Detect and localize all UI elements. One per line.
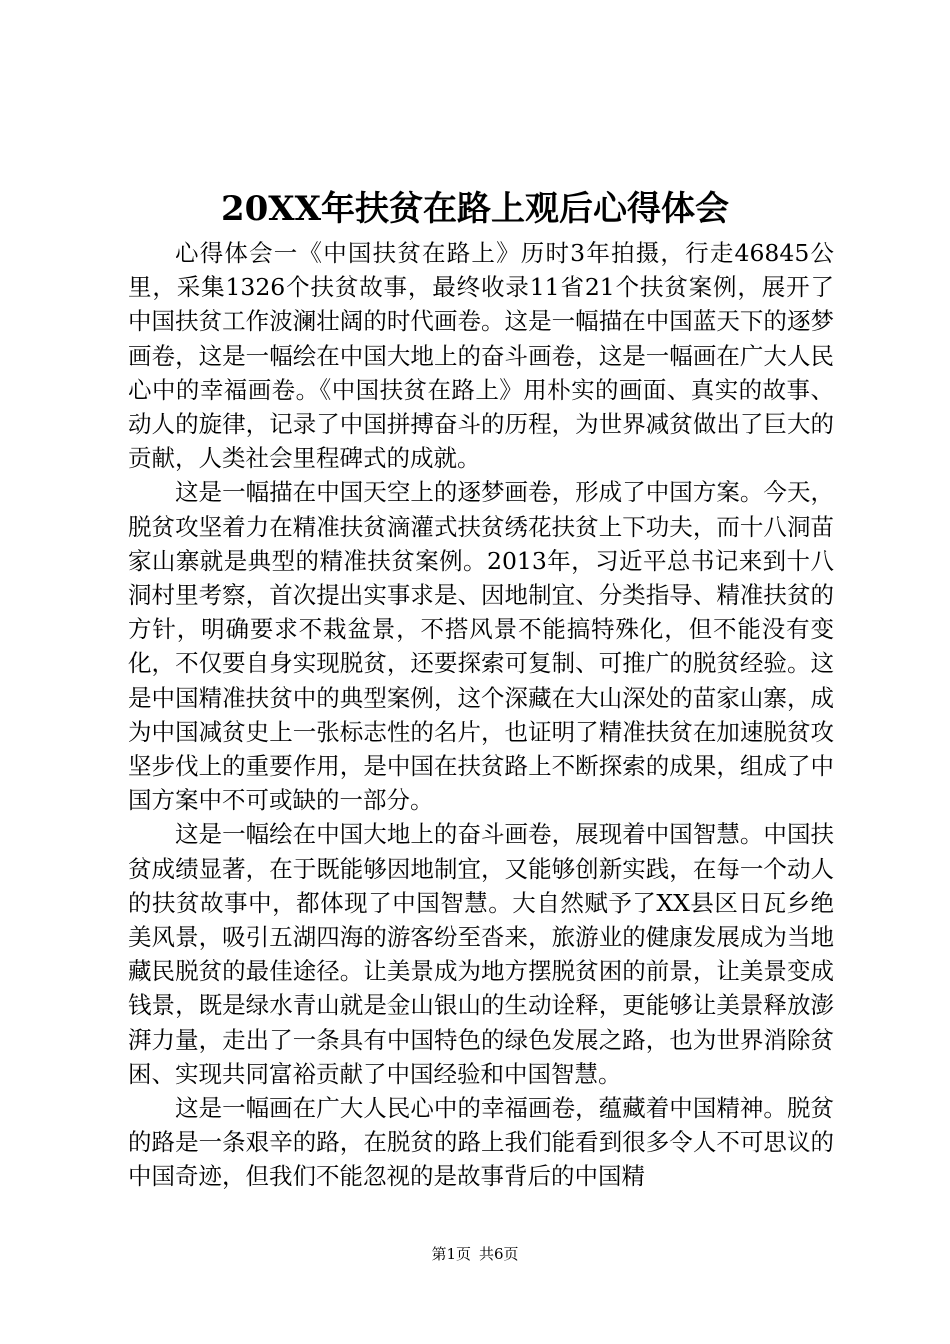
paragraph: 这是一幅绘在中国大地上的奋斗画卷，展现着中国智慧。中国扶贫成绩显著，在于既能够因地制宜，又能够创新实践，在每一个动人的扶贫故事中，都体现了中国智慧。大自然赋予了XX县区日瓦乡绝美风景，吸引五湖四海的游客纷至沓来，旅游业的健康发展成为当地藏民脱贫的最佳途径。让美景成为地方摆脱贫困的前景，让美景变成钱景，既是绿水青山就是金山银山的生动诠释，更能够让美景释放澎湃力量，走出了一条具有中国特色的绿色发展之路，也为世界消除贫困、实现共同富裕贡献了中国经验和中国智慧。 bbox=[128, 820, 834, 1088]
document-body bbox=[128, 236, 834, 1194]
page-total: 共6页 bbox=[479, 1245, 519, 1263]
paragraph: 心得体会一《中国扶贫在路上》历时3年拍摄，行走46845公里，采集1326个扶贫故事，最终收录11省21个扶贫案例，展开了中国扶贫工作波澜壮阔的时代画卷。这是一幅描在中国蓝天下的逐梦画卷，这是一幅绘在中国大地上的奋斗画卷，这是一幅画在广大人民心中的幸福画卷。《中国扶贫在路上》用朴实的画面、真实的故事、动人的旋律，记录了中国拼搏奋斗的历程，为世界减贫做出了巨大的贡献，人类社会里程碑式的成就。 bbox=[128, 239, 834, 473]
page-footer bbox=[0, 1243, 950, 1265]
page-number: 第1页 bbox=[431, 1245, 471, 1263]
paragraph: 这是一幅描在中国天空上的逐梦画卷，形成了中国方案。今天，脱贫攻坚着力在精准扶贫滴灌式扶贫绣花扶贫上下功夫，而十八洞苗家山寨就是典型的精准扶贫案例。2013年，习近平总书记来到十八洞村里考察，首次提出实事求是、因地制宜、分类指导、精准扶贫的方针，明确要求不栽盆景，不搭风景不能搞特殊化，但不能没有变化，不仅要自身实现脱贫，还要探索可复制、可推广的脱贫经验。这是中国精准扶贫中的典型案例，这个深藏在大山深处的苗家山寨，成为中国减贫史上一张标志性的名片，也证明了精准扶贫在加速脱贫攻坚步伐上的重要作用，是中国在扶贫路上不断探索的成果，组成了中国方案中不可或缺的一部分。 bbox=[128, 478, 834, 815]
paragraph: 这是一幅画在广大人民心中的幸福画卷，蕴藏着中国精神。脱贫的路是一条艰辛的路，在脱贫的路上我们能看到很多令人不可思议的中国奇迹，但我们不能忽视的是故事背后的中国精 bbox=[128, 1094, 834, 1191]
document-title: 20XX年扶贫在路上观后心得体会 bbox=[220, 189, 730, 229]
